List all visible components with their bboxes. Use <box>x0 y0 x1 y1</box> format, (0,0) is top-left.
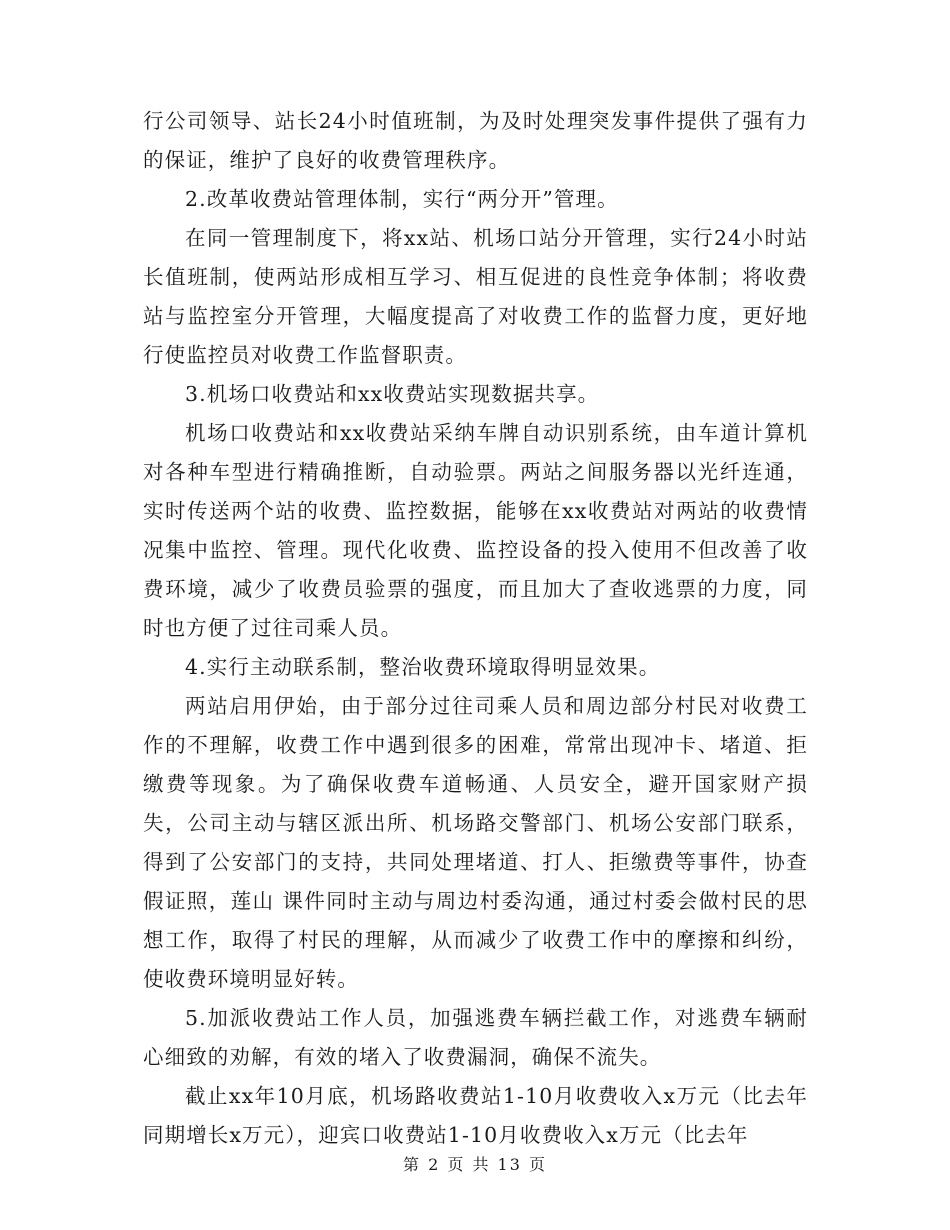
heading-item-2: 2.改革收费站管理体制，实行“两分开”管理。 <box>185 187 619 211</box>
paragraph-7: 两站启用伊始，由于部分过往司乘人员和周边部分村民对收费工作的不理解，收费工作中遇到很多的困难，常常出现冲卡、堵道、拒缴费等现象。为了确保收费车道畅通、人员安全，避开国家财产损失，公司主动与辖区派出所、机场路交警部门、机场公安部门联系，得到了公安部门的支持，共同处理堵道、打人、拒缴费等事件，协查假证照，莲山 课件同时主动与周边村委沟通，通过村委会做村民的思想工作，取得了村民的理解，从而减少了收费工作中的摩擦和纠纷，使收费环境明显好转。 <box>143 694 808 991</box>
paragraph-5: 机场口收费站和xx收费站采纳车牌自动识别系统，由车道计算机对各种车型进行精确推断，自动验票。两站之间服务器以光纤连通，实时传送两个站的收费、监控数据，能够在xx收费站对两站的收费情况集中监控、管理。现代化收费、监控设备的投入使用不但改善了收费环境，减少了收费员验票的强度，而且加大了查收逃票的力度，同时也方便了过往司乘人员。 <box>143 421 808 640</box>
heading-item-5: 5.加派收费站工作人员，加强逃费车辆拦截工作，对逃费车辆耐心细致的劝解，有效的堵入了收费漏洞，确保不流失。 <box>143 1006 808 1069</box>
paragraph-3: 在同一管理制度下，将xx站、机场口站分开管理，实行24小时站长值班制，使两站形成相互学习、相互促进的良性竞争体制；将收费站与监控室分开管理，大幅度提高了对收费工作的监督力度，更好地行使监控员对收费工作监督职责。 <box>143 226 808 367</box>
page-number-footer: 第 2 页 共 13 页 <box>403 1155 547 1174</box>
heading-item-4: 4.实行主动联系制，整治收费环境取得明显效果。 <box>185 655 661 679</box>
paragraph-1: 行公司领导、站长24小时值班制，为及时处理突发事件提供了强有力的保证，维护了良好的收费管理秩序。 <box>143 109 808 172</box>
paragraph-9: 截止xx年10月底，机场路收费站1-10月收费收入x万元（比去年同期增长x万元），迎宾口收费站1-10月收费收入x万元（比去年 <box>143 1084 808 1147</box>
document-body <box>143 102 808 1155</box>
heading-item-3: 3.机场口收费站和xx收费站实现数据共享。 <box>185 382 600 406</box>
